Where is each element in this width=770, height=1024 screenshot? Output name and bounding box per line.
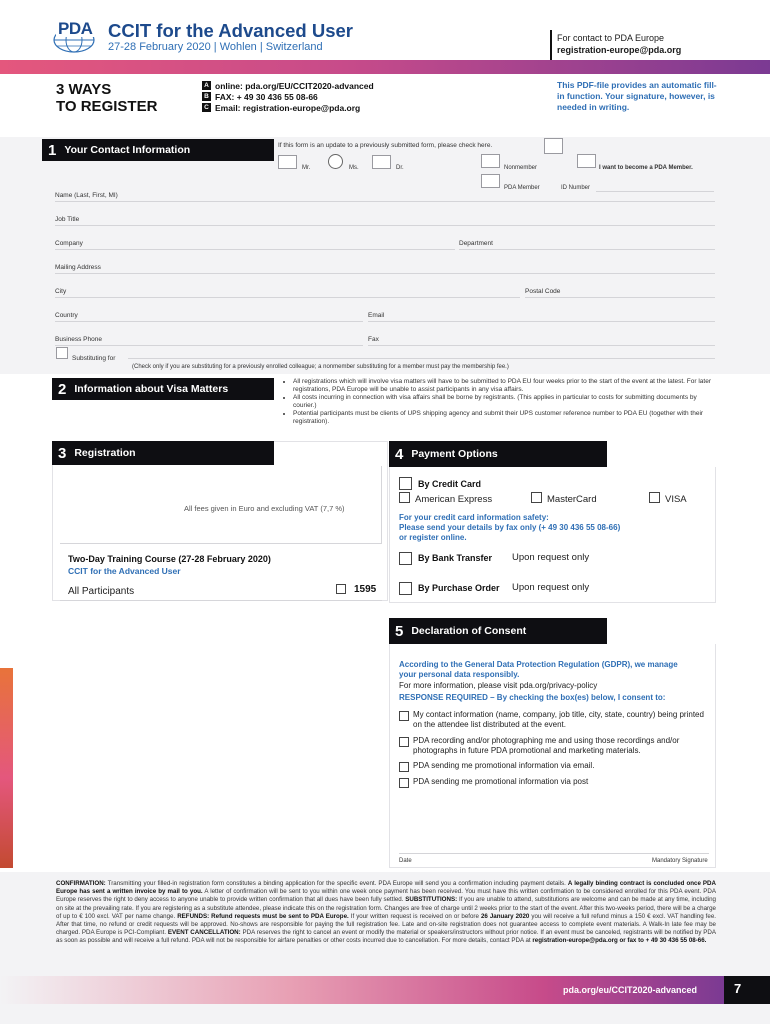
credit-card-checkbox[interactable] — [399, 477, 412, 490]
salutation-dr-box[interactable] — [372, 155, 391, 169]
purchase-order-label: By Purchase Order — [418, 583, 500, 593]
salutation-mr-box[interactable] — [278, 155, 297, 169]
price-value: 1595 — [354, 584, 377, 595]
company-field[interactable] — [55, 238, 455, 250]
purchase-order-checkbox[interactable] — [399, 582, 412, 595]
salutation-dr: Dr. — [396, 165, 404, 171]
city-field[interactable] — [55, 286, 520, 298]
date-field[interactable] — [399, 836, 709, 854]
page-number: 7 — [734, 981, 742, 996]
card-safety-note: For your credit card information safety: Please send your details by fax only (+ 49 30 436 55 08-66) or register online. — [399, 513, 621, 542]
company-label: Company — [55, 240, 83, 247]
salutation-mr: Mr. — [302, 165, 311, 171]
bank-transfer-checkbox[interactable] — [399, 552, 412, 565]
amex-label: American Express — [415, 494, 493, 505]
course-title: Two-Day Training Course (27-28 February 2020) — [68, 554, 271, 564]
substituting-note: (Check only if you are substituting for a previously enrolled colleague; a nonmember substituting for a member must pay the membership fee.) — [132, 364, 509, 370]
section1-header: 1 Your Contact Information — [42, 139, 274, 161]
consent-post-checkbox[interactable] — [399, 778, 409, 788]
footer-url[interactable]: pda.org/eu/CCIT2020-advanced — [563, 985, 698, 995]
consent-email-checkbox[interactable] — [399, 762, 409, 772]
become-member-box[interactable] — [577, 154, 596, 168]
price-checkbox[interactable] — [336, 584, 346, 594]
decorative-image — [0, 668, 13, 868]
privacy-link[interactable]: For more information, please visit pda.org/privacy-policy — [399, 681, 598, 690]
terms-text: CONFIRMATION: Transmitting your filled-in registration form constitutes a binding application for the specific event. PDA Europe will send you a confirmation including payment details. A legally binding contract is concluded once PDA Europe has sent a written invoice by mail to you. A letter of confirmation will be sent to you within one week once payment has been received. You must have this written confirmation to be considered enrolled for this PDA event. PDA Europe reserves the right to deny access to anyone unable to provide written confirmation that all dues have been fully settled. SUBSTITUTIONS: If you are unable to attend, substitutions are welcome and can be made at any time, including on site at the prevailing rate. If you are registering as a substitute attendee, please indicate this on the registration form. Changes are free of charge until 2 weeks prior to the start of the event. After this two-weeks period, there will be a charge of up to € 100 excl. VAT per name change. REFUNDS: Refund requests must be sent to PDA Europe. If your written request is received on or before 26 January 2020 you will receive a full refund minus a 150 € excl. VAT handling fee. After that time, no refund or credit requests will be approved. No-shows are responsible for paying the full registration fee. Late and on-site registration does not guarantee access to complete event materials. A Walk-In late fee may be charged. PDA Europe is PCI-Compliant. EVENT CANCELLATION: PDA reserves the right to cancel an event or modify the material or speakers/instructors without prior notice. If an event must be canceled, registrants will be notified by PDA as soon as possible and will receive a full refund. PDA will not be responsible for airfare penalties or other costs incurred due to cancellation. For more details, contact PDA at registration-europe@pda.org or fax to + 49 30 436 55 08-66. — [56, 880, 716, 945]
update-note: If this form is an update to a previously submitted form, please check here. — [278, 142, 493, 149]
consent-attendee-checkbox[interactable] — [399, 711, 409, 721]
fee-note: All fees given in Euro and excluding VAT (7,7 %) — [184, 504, 345, 513]
pda-member-label: PDA Member — [504, 185, 540, 191]
substituting-label: Substituting for — [72, 355, 116, 362]
visa-bullets — [283, 378, 718, 426]
purchase-order-note: Upon request only — [512, 582, 590, 593]
visa-bullet: • All registrations which will involve visa matters will have to be submitted to PDA EU four weeks prior to the start of the event at the latest. For later registrations, PDA Europe will be unable to assist participants in any visa affairs. — [293, 378, 718, 394]
visa-bullet: • Potential participants must be clients of UPS shipping agency and submit their UPS customer reference number to PDA EU (together with their registration). — [293, 410, 718, 426]
job-title-field[interactable] — [55, 214, 715, 226]
date-label: Date — [399, 858, 412, 864]
substituting-field[interactable] — [128, 345, 715, 359]
mastercard-label: MasterCard — [547, 494, 597, 505]
section4-header: 4 Payment Options — [389, 441, 607, 467]
phone-label: Business Phone — [55, 336, 102, 343]
consent-recording-text: PDA recording and/or photographing me and using those recordings and/or photographs in future PDA promotional and marketing materials. — [413, 736, 680, 755]
department-label: Department — [459, 240, 493, 247]
amex-checkbox[interactable] — [399, 492, 410, 503]
consent-post-text: PDA sending me promotional information via post — [413, 777, 589, 786]
consent-email-text: PDA sending me promotional information via email. — [413, 761, 595, 770]
participants-label: All Participants — [68, 586, 135, 597]
way-email[interactable]: C Email: registration-europe@pda.org — [202, 102, 374, 113]
email-label: Email — [368, 312, 385, 319]
event-subtitle: 27-28 February 2020 | Wohlen | Switzerland — [108, 41, 323, 53]
way-fax: B FAX: + 49 30 436 55 08-66 — [202, 91, 374, 102]
signature-label: Mandatory Signature — [652, 858, 708, 864]
update-checkbox[interactable] — [544, 138, 563, 154]
consent-recording-checkbox[interactable] — [399, 737, 409, 747]
fax-label: Fax — [368, 336, 379, 343]
job-title-label: Job Title — [55, 216, 80, 223]
page-number-box — [724, 976, 770, 1004]
mastercard-checkbox[interactable] — [531, 492, 542, 503]
mailing-field[interactable] — [55, 262, 715, 274]
postal-label: Postal Code — [525, 288, 561, 295]
response-required: RESPONSE REQUIRED – By checking the box(es) below, I consent to: — [399, 693, 666, 702]
gdpr-note: According to the General Data Protection Regulation (GDPR), we manage your personal data responsibly. — [399, 660, 678, 679]
contact-divider — [550, 30, 552, 60]
bank-transfer-label: By Bank Transfer — [418, 553, 493, 563]
city-label: City — [55, 288, 67, 295]
participants-divider — [60, 600, 382, 601]
contact-label: For contact to PDA Europe — [557, 33, 665, 43]
become-member-label: I want to become a PDA Member. — [599, 165, 693, 171]
section5-header: 5 Declaration of Consent — [389, 618, 607, 644]
section3-header: 3 Registration — [52, 441, 274, 465]
ways-title: 3 WAYS TO REGISTER — [56, 81, 158, 115]
country-field[interactable] — [55, 310, 363, 322]
name-field[interactable] — [55, 190, 715, 202]
department-field[interactable] — [459, 238, 715, 250]
visa-bullet: • All costs incurring in connection with visa affairs shall be borne by registrants. (This applies in particular to costs for submitting documents by courier.) — [293, 394, 718, 410]
contact-email: registration-europe@pda.org — [557, 45, 682, 55]
id-number-label: ID Number — [561, 185, 591, 191]
email-field[interactable] — [368, 310, 715, 322]
credit-card-label: By Credit Card — [418, 479, 482, 489]
pda-logo — [52, 20, 96, 54]
course-subtitle: CCIT for the Advanced User — [68, 566, 181, 576]
logo-text: PDA — [58, 19, 93, 38]
header-stripe — [0, 60, 770, 74]
nonmember-box[interactable] — [481, 154, 500, 168]
salutation-ms-radio[interactable] — [328, 154, 343, 169]
country-label: Country — [55, 312, 78, 319]
visa-checkbox[interactable] — [649, 492, 660, 503]
pdf-note: This PDF-file provides an automatic fill-in function. Your signature, however, is needed in writing. — [557, 80, 717, 112]
visa-label: VISA — [665, 494, 687, 505]
substituting-checkbox[interactable] — [56, 347, 68, 359]
name-label: Name (Last, First, MI) — [55, 192, 118, 199]
salutation-ms: Ms. — [349, 165, 359, 171]
pda-member-box[interactable] — [481, 174, 500, 188]
section2-header: 2 Information about Visa Matters — [52, 378, 274, 400]
bank-transfer-note: Upon request only — [512, 552, 590, 563]
ways-list — [202, 80, 374, 113]
way-online[interactable]: A online: pda.org/EU/CCIT2020-advanced — [202, 80, 374, 91]
consent-attendee-text: My contact information (name, company, job title, city, state, country) being printed on the attendee list distributed at the event. — [413, 710, 704, 729]
page-title: CCIT for the Advanced User — [108, 20, 353, 41]
postal-field[interactable] — [525, 286, 715, 298]
mailing-label: Mailing Address — [55, 264, 101, 271]
nonmember-label: Nonmember — [504, 165, 538, 171]
